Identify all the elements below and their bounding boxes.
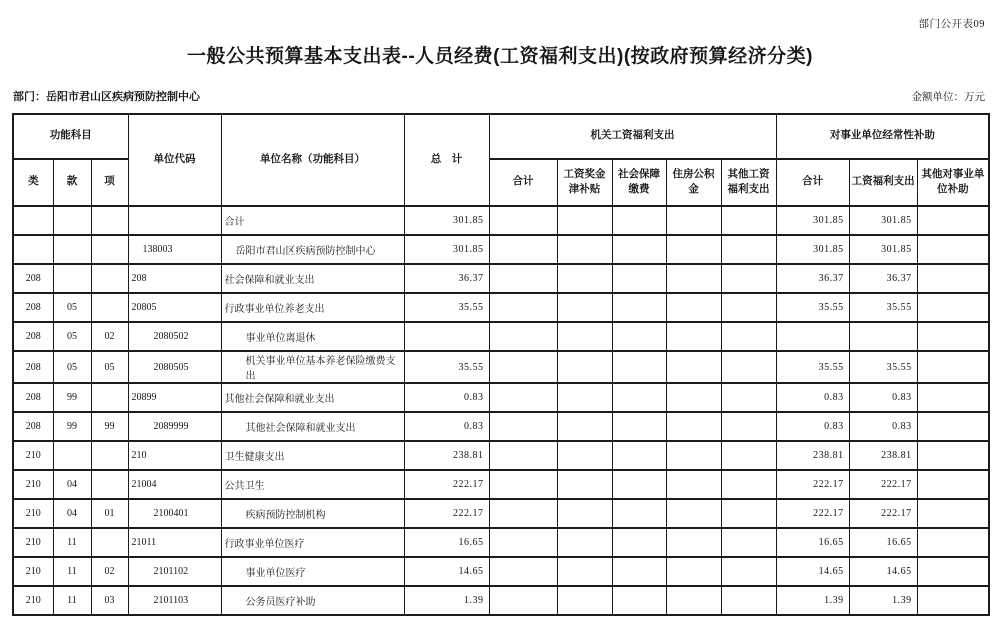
cell-unit-name: 行政事业单位医疗 [221, 528, 404, 557]
budget-table-wrapper [12, 113, 990, 616]
table-row [13, 528, 989, 557]
header-org-other: 其他工资福利支出 [721, 159, 776, 206]
table-row [13, 264, 989, 293]
budget-table [12, 113, 990, 616]
table-row [13, 235, 989, 264]
cell-inst-other [917, 441, 989, 470]
cell-inst-salary-welfare: 0.83 [849, 412, 917, 441]
cell-inst-total: 238.81 [776, 441, 849, 470]
cell-org-housing-fund [666, 322, 721, 351]
cell-org-salary-bonus [557, 586, 612, 615]
header-inst-total: 合计 [776, 159, 849, 206]
meta-row [13, 88, 985, 104]
cell-org-salary-bonus [557, 499, 612, 528]
cell-inst-other [917, 586, 989, 615]
cell-org-social-security [612, 528, 666, 557]
cell-org-housing-fund [666, 586, 721, 615]
table-row [13, 293, 989, 322]
cell-item [91, 528, 128, 557]
cell-org-housing-fund [666, 441, 721, 470]
cell-unit-name: 卫生健康支出 [221, 441, 404, 470]
cell-org-total [489, 293, 557, 322]
cell-total: 36.37 [404, 264, 489, 293]
cell-class: 208 [13, 383, 53, 412]
cell-inst-other [917, 470, 989, 499]
cell-org-total [489, 557, 557, 586]
cell-org-total [489, 383, 557, 412]
cell-item: 03 [91, 586, 128, 615]
cell-section: 11 [53, 528, 91, 557]
cell-inst-salary-welfare: 222.17 [849, 470, 917, 499]
cell-inst-other [917, 293, 989, 322]
cell-class: 208 [13, 412, 53, 441]
cell-unit-name: 社会保障和就业支出 [221, 264, 404, 293]
table-row [13, 441, 989, 470]
cell-total: 14.65 [404, 557, 489, 586]
cell-org-total [489, 470, 557, 499]
cell-section [53, 441, 91, 470]
cell-total: 16.65 [404, 528, 489, 557]
table-body [13, 206, 989, 615]
cell-total: 301.85 [404, 206, 489, 235]
cell-section [53, 235, 91, 264]
cell-total: 0.83 [404, 383, 489, 412]
cell-org-total [489, 235, 557, 264]
cell-item: 05 [91, 351, 128, 383]
header-section: 款 [53, 159, 91, 206]
cell-org-social-security [612, 235, 666, 264]
cell-org-other [721, 206, 776, 235]
cell-unit-name: 公务员医疗补助 [221, 586, 404, 615]
cell-org-salary-bonus [557, 557, 612, 586]
cell-unit-name: 事业单位离退休 [221, 322, 404, 351]
cell-inst-total: 16.65 [776, 528, 849, 557]
cell-inst-total: 222.17 [776, 499, 849, 528]
cell-inst-salary-welfare: 301.85 [849, 235, 917, 264]
cell-unit-name: 公共卫生 [221, 470, 404, 499]
cell-inst-other [917, 499, 989, 528]
cell-inst-total: 301.85 [776, 206, 849, 235]
cell-inst-salary-welfare: 1.39 [849, 586, 917, 615]
cell-inst-salary-welfare: 301.85 [849, 206, 917, 235]
cell-inst-total: 222.17 [776, 470, 849, 499]
cell-total: 222.17 [404, 470, 489, 499]
cell-total: 35.55 [404, 351, 489, 383]
table-row [13, 557, 989, 586]
cell-org-housing-fund [666, 557, 721, 586]
cell-section: 04 [53, 470, 91, 499]
cell-inst-salary-welfare: 16.65 [849, 528, 917, 557]
page-title: 一般公共预算基本支出表--人员经费(工资福利支出)(按政府预算经济分类) [187, 46, 813, 67]
cell-section [53, 206, 91, 235]
cell-unit-code: 2101102 [128, 557, 221, 586]
cell-total: 222.17 [404, 499, 489, 528]
cell-org-housing-fund [666, 383, 721, 412]
cell-org-social-security [612, 264, 666, 293]
cell-class: 208 [13, 264, 53, 293]
cell-item: 01 [91, 499, 128, 528]
cell-org-salary-bonus [557, 235, 612, 264]
cell-unit-name: 事业单位医疗 [221, 557, 404, 586]
cell-unit-name: 行政事业单位养老支出 [221, 293, 404, 322]
table-row [13, 322, 989, 351]
table-row [13, 499, 989, 528]
cell-inst-total: 301.85 [776, 235, 849, 264]
cell-total: 35.55 [404, 293, 489, 322]
cell-inst-total: 1.39 [776, 586, 849, 615]
cell-org-social-security [612, 586, 666, 615]
cell-org-social-security [612, 470, 666, 499]
cell-section: 11 [53, 586, 91, 615]
cell-inst-total: 36.37 [776, 264, 849, 293]
cell-org-salary-bonus [557, 293, 612, 322]
cell-org-housing-fund [666, 293, 721, 322]
cell-inst-salary-welfare: 35.55 [849, 351, 917, 383]
cell-total: 0.83 [404, 412, 489, 441]
cell-org-total [489, 264, 557, 293]
header-unit-name: 单位名称（功能科目） [221, 114, 404, 206]
cell-total: 301.85 [404, 235, 489, 264]
cell-unit-code [128, 206, 221, 235]
cell-section: 99 [53, 383, 91, 412]
cell-org-housing-fund [666, 412, 721, 441]
cell-class: 210 [13, 586, 53, 615]
cell-org-other [721, 412, 776, 441]
header-org-total: 合计 [489, 159, 557, 206]
table-row [13, 586, 989, 615]
cell-unit-code: 2080502 [128, 322, 221, 351]
cell-inst-salary-welfare: 14.65 [849, 557, 917, 586]
cell-org-salary-bonus [557, 351, 612, 383]
cell-inst-salary-welfare: 35.55 [849, 293, 917, 322]
cell-inst-other [917, 528, 989, 557]
cell-inst-salary-welfare [849, 322, 917, 351]
cell-total: 238.81 [404, 441, 489, 470]
cell-org-housing-fund [666, 235, 721, 264]
cell-org-social-security [612, 441, 666, 470]
cell-item [91, 470, 128, 499]
cell-unit-code: 2100401 [128, 499, 221, 528]
cell-item [91, 383, 128, 412]
header-inst-salary-welfare: 工资福利支出 [849, 159, 917, 206]
cell-org-social-security [612, 322, 666, 351]
cell-item: 99 [91, 412, 128, 441]
cell-inst-other [917, 351, 989, 383]
cell-inst-salary-welfare: 238.81 [849, 441, 917, 470]
header-inst-other: 其他对事业单位补助 [917, 159, 989, 206]
cell-unit-name: 合计 [221, 206, 404, 235]
cell-inst-other [917, 264, 989, 293]
cell-item [91, 441, 128, 470]
cell-inst-salary-welfare: 222.17 [849, 499, 917, 528]
cell-unit-code: 138003 [128, 235, 221, 264]
cell-org-social-security [612, 412, 666, 441]
cell-org-other [721, 441, 776, 470]
cell-org-salary-bonus [557, 383, 612, 412]
header-func-subject: 功能科目 [13, 114, 128, 159]
cell-section [53, 264, 91, 293]
header-org-social-security: 社会保障缴费 [612, 159, 666, 206]
department-label: 部门：岳阳市君山区疾病预防控制中心 [13, 91, 200, 103]
table-row [13, 206, 989, 235]
header-inst-group: 对事业单位经常性补助 [776, 114, 989, 159]
cell-section: 05 [53, 293, 91, 322]
header-org-group: 机关工资福利支出 [489, 114, 776, 159]
cell-org-total [489, 499, 557, 528]
cell-class: 210 [13, 557, 53, 586]
cell-class: 208 [13, 293, 53, 322]
cell-inst-salary-welfare: 36.37 [849, 264, 917, 293]
cell-org-salary-bonus [557, 441, 612, 470]
cell-unit-code: 20805 [128, 293, 221, 322]
cell-section: 05 [53, 322, 91, 351]
cell-class: 208 [13, 351, 53, 383]
cell-inst-other [917, 235, 989, 264]
cell-org-social-security [612, 351, 666, 383]
cell-org-other [721, 586, 776, 615]
cell-org-salary-bonus [557, 264, 612, 293]
doc-code-label: 部门公开表09 [918, 19, 985, 30]
cell-total [404, 322, 489, 351]
cell-unit-code: 2101103 [128, 586, 221, 615]
cell-org-total [489, 322, 557, 351]
header-org-salary-bonus: 工资奖金津补贴 [557, 159, 612, 206]
cell-unit-code: 208 [128, 264, 221, 293]
table-row [13, 412, 989, 441]
cell-class: 210 [13, 441, 53, 470]
cell-unit-name: 其他社会保障和就业支出 [221, 383, 404, 412]
cell-org-total [489, 412, 557, 441]
cell-org-total [489, 586, 557, 615]
cell-org-social-security [612, 383, 666, 412]
cell-org-other [721, 499, 776, 528]
header-total: 总 计 [404, 114, 489, 206]
cell-unit-name: 其他社会保障和就业支出 [221, 412, 404, 441]
cell-unit-name: 岳阳市君山区疾病预防控制中心 [221, 235, 404, 264]
cell-org-social-security [612, 499, 666, 528]
cell-org-other [721, 264, 776, 293]
cell-org-total [489, 528, 557, 557]
cell-org-salary-bonus [557, 322, 612, 351]
cell-unit-code: 21011 [128, 528, 221, 557]
cell-org-salary-bonus [557, 412, 612, 441]
cell-inst-total: 0.83 [776, 383, 849, 412]
cell-class: 208 [13, 322, 53, 351]
cell-org-housing-fund [666, 206, 721, 235]
cell-org-salary-bonus [557, 470, 612, 499]
cell-unit-code: 2089999 [128, 412, 221, 441]
cell-org-housing-fund [666, 499, 721, 528]
cell-inst-other [917, 383, 989, 412]
cell-unit-code: 20899 [128, 383, 221, 412]
cell-class [13, 235, 53, 264]
cell-org-social-security [612, 293, 666, 322]
cell-item [91, 264, 128, 293]
cell-org-other [721, 557, 776, 586]
cell-inst-other [917, 412, 989, 441]
cell-section: 05 [53, 351, 91, 383]
cell-org-other [721, 528, 776, 557]
cell-inst-other [917, 206, 989, 235]
cell-org-total [489, 351, 557, 383]
cell-unit-name: 机关事业单位基本养老保险缴费支出 [221, 351, 404, 383]
table-row [13, 383, 989, 412]
cell-org-total [489, 206, 557, 235]
cell-item [91, 293, 128, 322]
cell-inst-total: 35.55 [776, 351, 849, 383]
cell-class [13, 206, 53, 235]
cell-inst-total: 0.83 [776, 412, 849, 441]
amount-unit-label: 金额单位：万元 [911, 92, 985, 103]
cell-org-salary-bonus [557, 528, 612, 557]
table-row [13, 470, 989, 499]
header-item: 项 [91, 159, 128, 206]
cell-unit-name: 疾病预防控制机构 [221, 499, 404, 528]
cell-section: 99 [53, 412, 91, 441]
cell-org-other [721, 351, 776, 383]
cell-item [91, 235, 128, 264]
cell-section: 11 [53, 557, 91, 586]
cell-org-other [721, 235, 776, 264]
cell-item: 02 [91, 557, 128, 586]
cell-unit-code: 21004 [128, 470, 221, 499]
cell-inst-total: 35.55 [776, 293, 849, 322]
cell-unit-code: 210 [128, 441, 221, 470]
header-org-housing-fund: 住房公积金 [666, 159, 721, 206]
cell-org-other [721, 293, 776, 322]
cell-org-housing-fund [666, 351, 721, 383]
cell-inst-salary-welfare: 0.83 [849, 383, 917, 412]
cell-org-social-security [612, 557, 666, 586]
header-unit-code: 单位代码 [128, 114, 221, 206]
cell-class: 210 [13, 528, 53, 557]
cell-org-other [721, 322, 776, 351]
cell-section: 04 [53, 499, 91, 528]
cell-org-housing-fund [666, 470, 721, 499]
cell-org-salary-bonus [557, 206, 612, 235]
cell-org-other [721, 470, 776, 499]
table-row [13, 351, 989, 383]
cell-inst-total: 14.65 [776, 557, 849, 586]
cell-org-housing-fund [666, 528, 721, 557]
cell-org-social-security [612, 206, 666, 235]
cell-item: 02 [91, 322, 128, 351]
cell-org-total [489, 441, 557, 470]
cell-inst-total [776, 322, 849, 351]
cell-item [91, 206, 128, 235]
cell-class: 210 [13, 470, 53, 499]
cell-inst-other [917, 322, 989, 351]
cell-org-other [721, 383, 776, 412]
header-class: 类 [13, 159, 53, 206]
cell-inst-other [917, 557, 989, 586]
cell-class: 210 [13, 499, 53, 528]
cell-org-housing-fund [666, 264, 721, 293]
cell-total: 1.39 [404, 586, 489, 615]
cell-unit-code: 2080505 [128, 351, 221, 383]
